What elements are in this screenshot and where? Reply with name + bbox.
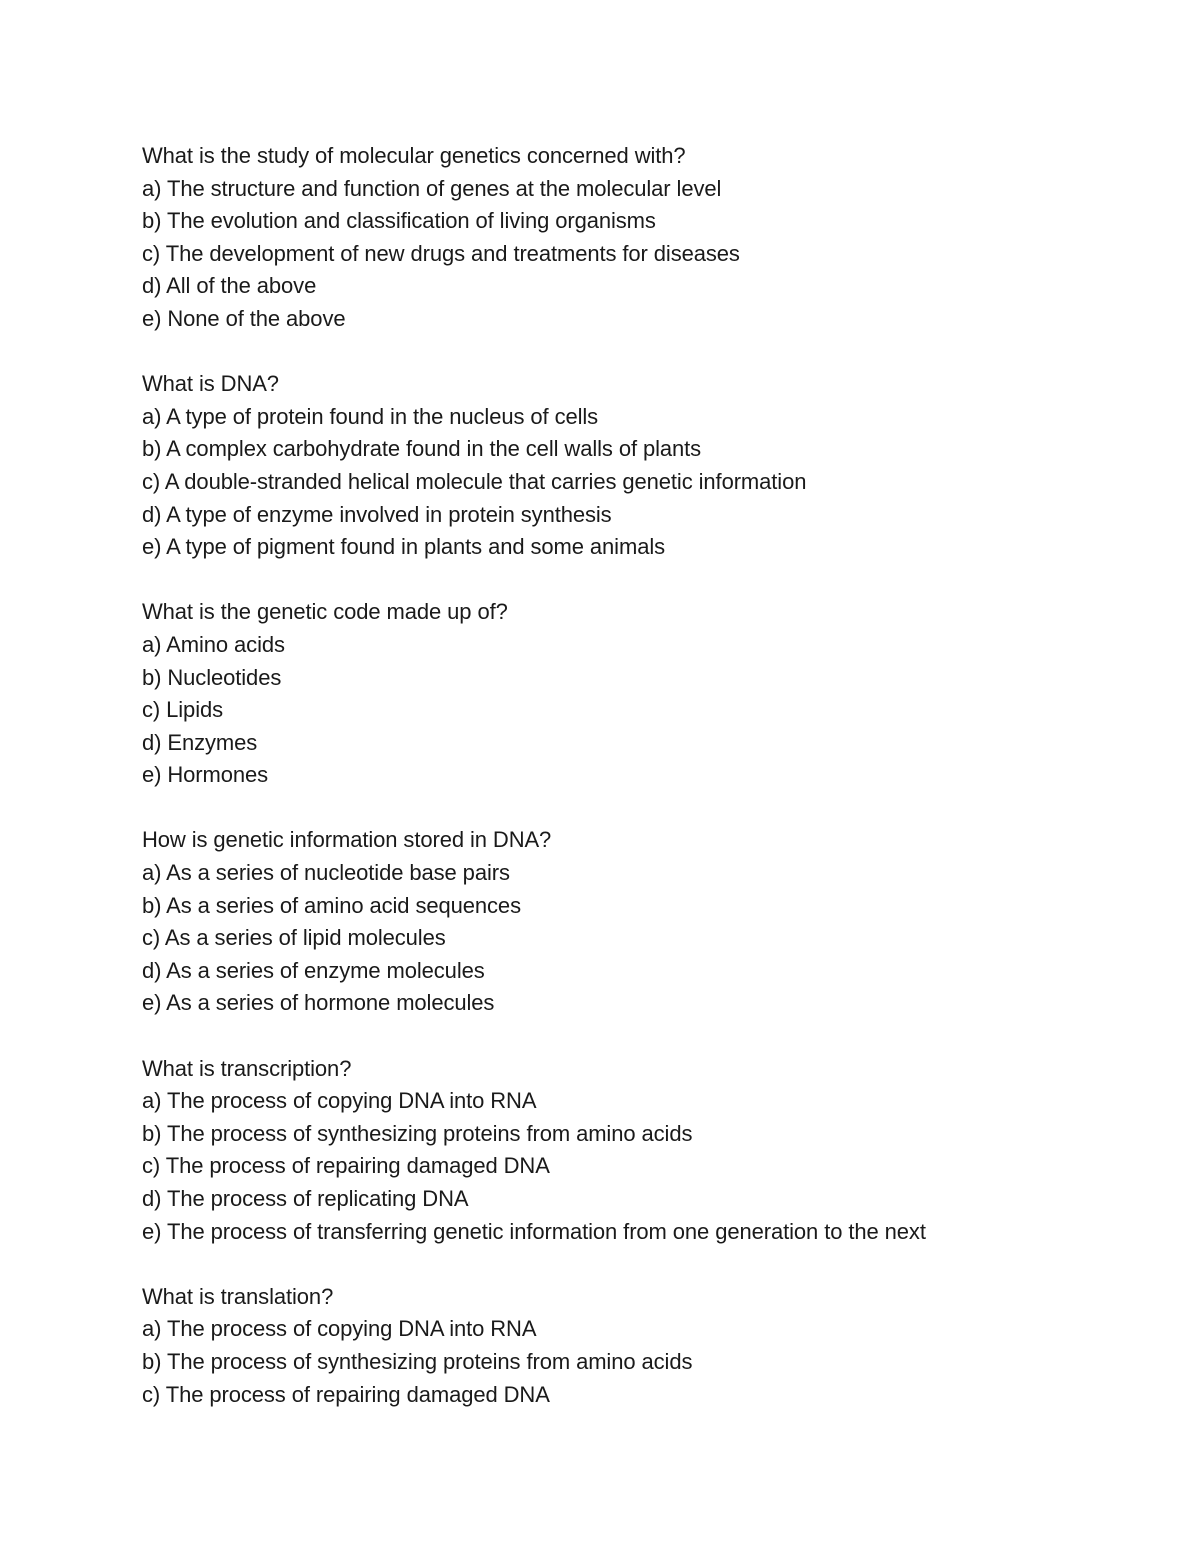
answer-option: e) None of the above xyxy=(142,305,346,331)
answer-option: a) The process of copying DNA into RNA xyxy=(142,1316,537,1342)
question-text: What is transcription? xyxy=(142,1055,352,1081)
answer-option: c) A double-stranded helical molecule that carries genetic information xyxy=(142,468,807,494)
question-block-3 xyxy=(142,596,1142,792)
answer-option: e) As a series of hormone molecules xyxy=(142,990,495,1016)
answer-option: e) Hormones xyxy=(142,762,269,788)
answer-option: c) The development of new drugs and treatments for diseases xyxy=(142,240,740,266)
question-text: What is the genetic code made up of? xyxy=(142,599,508,625)
question-text: How is genetic information stored in DNA? xyxy=(142,827,552,853)
answer-option: b) The process of synthesizing proteins from amino acids xyxy=(142,1348,693,1374)
answer-option: d) As a series of enzyme molecules xyxy=(142,957,485,983)
answer-option: d) Enzymes xyxy=(142,729,258,755)
answer-option: d) A type of enzyme involved in protein synthesis xyxy=(142,501,612,527)
question-text: What is translation? xyxy=(142,1283,334,1309)
answer-option: c) Lipids xyxy=(142,697,224,723)
answer-option: c) The process of repairing damaged DNA xyxy=(142,1153,550,1179)
answer-option: b) As a series of amino acid sequences xyxy=(142,892,521,918)
answer-option: e) A type of pigment found in plants and some animals xyxy=(142,534,666,560)
question-block-1 xyxy=(142,140,1142,336)
answer-option: b) The evolution and classification of living organisms xyxy=(142,208,656,234)
question-text: What is DNA? xyxy=(142,371,279,397)
question-block-5 xyxy=(142,1053,1142,1249)
answer-option: e) The process of transferring genetic information from one generation to the next xyxy=(142,1218,926,1244)
answer-option: b) Nucleotides xyxy=(142,664,282,690)
answer-option: d) All of the above xyxy=(142,273,317,299)
answer-option: a) The process of copying DNA into RNA xyxy=(142,1088,537,1114)
answer-option: a) Amino acids xyxy=(142,631,285,657)
question-block-4 xyxy=(142,824,1142,1020)
answer-option: c) As a series of lipid molecules xyxy=(142,925,446,951)
answer-option: a) A type of protein found in the nucleus of cells xyxy=(142,403,599,429)
question-text: What is the study of molecular genetics concerned with? xyxy=(142,143,686,168)
question-block-2 xyxy=(142,368,1142,564)
document-page xyxy=(142,140,1142,1444)
answer-option: b) A complex carbohydrate found in the cell walls of plants xyxy=(142,436,702,462)
answer-option: c) The process of repairing damaged DNA xyxy=(142,1381,550,1407)
answer-option: a) The structure and function of genes at the molecular level xyxy=(142,175,722,201)
answer-option: b) The process of synthesizing proteins from amino acids xyxy=(142,1120,693,1146)
answer-option: d) The process of replicating DNA xyxy=(142,1186,469,1211)
answer-option: a) As a series of nucleotide base pairs xyxy=(142,860,510,886)
question-block-6 xyxy=(142,1281,1142,1411)
